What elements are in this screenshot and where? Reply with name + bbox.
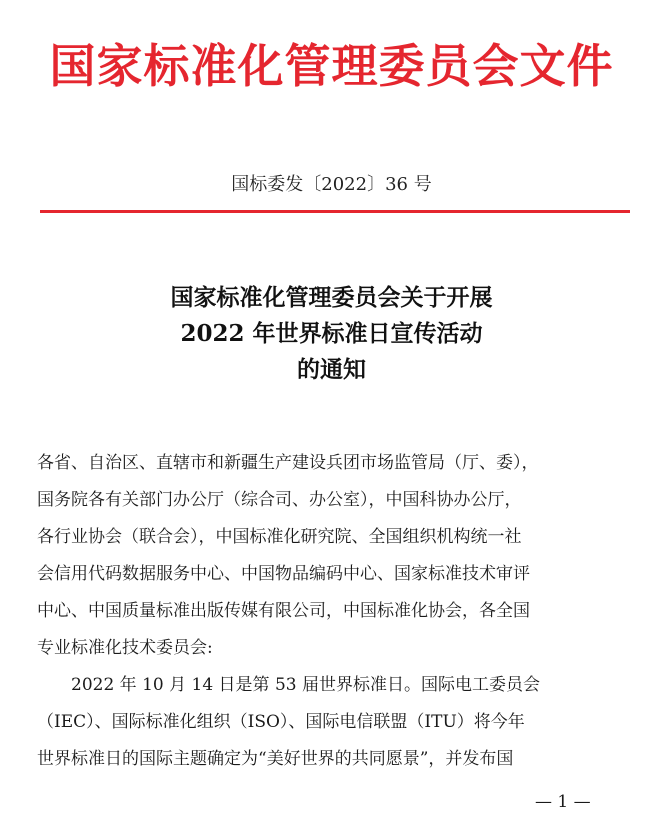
issuing-authority-header: 国家标准化管理委员会文件: [49, 39, 614, 93]
addressee-line: 各行业协会（联合会），中国标准化研究院、全国组织机构统一社: [37, 527, 522, 547]
title-line: 的通知: [297, 356, 366, 383]
paragraph-line: 世界标准日的国际主题确定为“美好世界的共同愿景”，并发布国: [37, 749, 514, 769]
paragraph-line: 2022 年 10 月 14 日是第 53 届世界标准日。国际电工委员会: [71, 675, 540, 695]
title-line: 2022 年世界标准日宣传活动: [180, 320, 483, 347]
addressee-line: 各省、自治区、直辖市和新疆生产建设兵团市场监管局（厅、委），: [37, 453, 539, 473]
document-title: [0, 280, 663, 388]
title-line: 国家标准化管理委员会关于开展: [170, 284, 493, 311]
document-body: [37, 445, 637, 778]
page-number: — 1 —: [535, 792, 591, 812]
addressee-line: 中心、中国质量标准出版传媒有限公司，中国标准化协会，各全国: [37, 601, 530, 621]
addressee-line: 专业标准化技术委员会:: [37, 638, 213, 658]
paragraph-line: （IEC）、国际标准化组织（ISO）、国际电信联盟（ITU）将今年: [37, 712, 525, 732]
red-separator-line: [40, 210, 630, 213]
document-number: 国标委发〔2022〕36 号: [231, 174, 432, 195]
addressee-line: 国务院各有关部门办公厅（综合司、办公室），中国科协办公厅，: [37, 490, 522, 510]
addressee-line: 会信用代码数据服务中心、中国物品编码中心、国家标准技术审评: [37, 564, 530, 584]
